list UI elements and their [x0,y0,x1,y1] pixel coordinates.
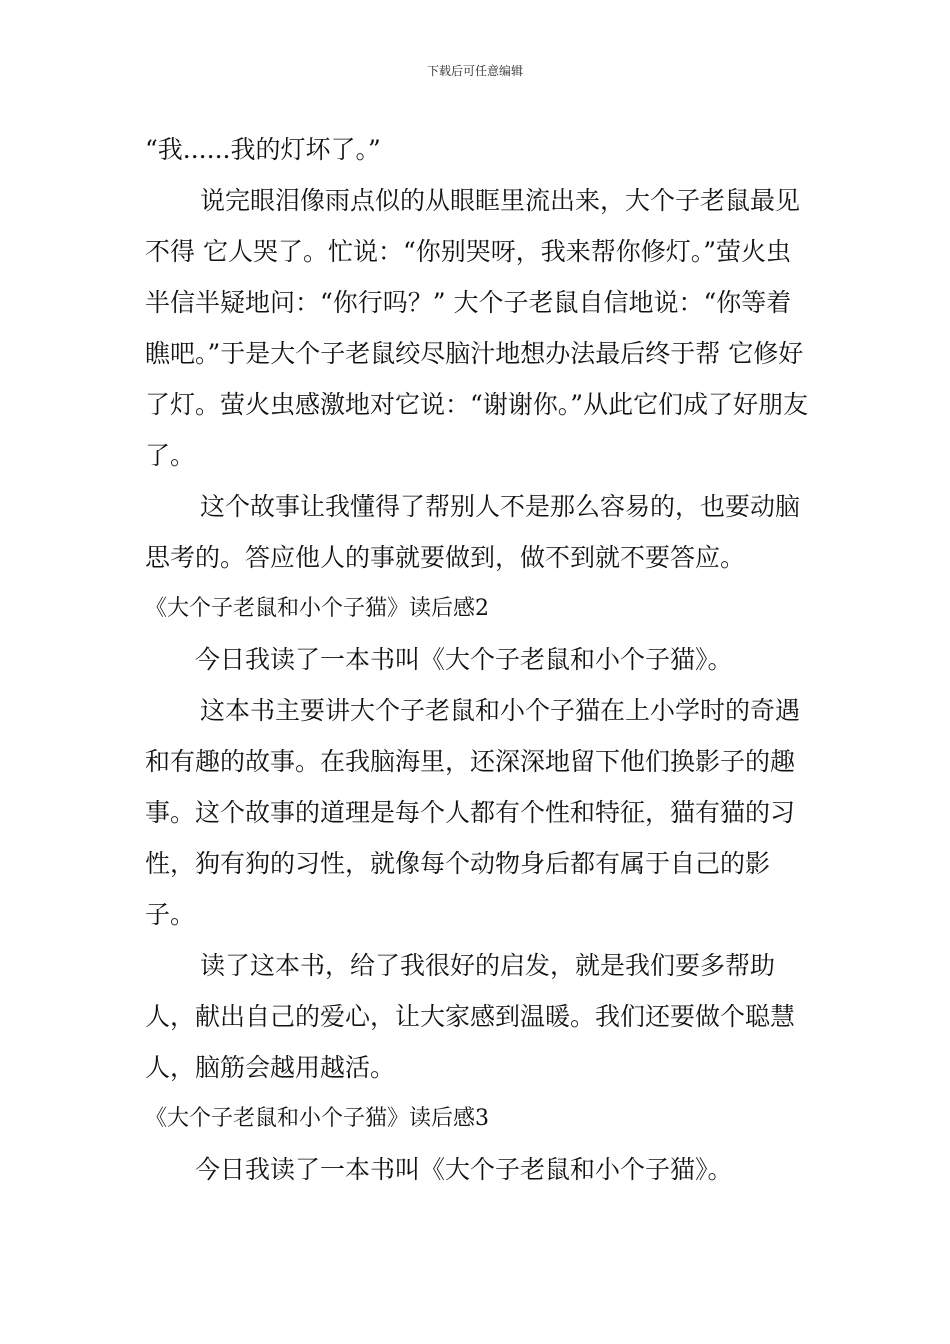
paragraph-3: 这个故事让我懂得了帮别人不是那么容易的，也要动脑思考的。答应他人的事就要做到，做不到就不要答应。 [145,492,801,572]
page-header: 下载后可任意编辑 [426,64,523,78]
paragraph-1: “我......我的灯坏了。” [145,135,381,164]
paragraph-4: 今日我读了一本书叫《大个子老鼠和小个子猫》。 [195,645,733,674]
section-heading-2: 《大个子老鼠和小个子猫》读后感2 [145,596,489,621]
paragraph-7: 今日我读了一本书叫《大个子老鼠和小个子猫》。 [195,1155,733,1184]
paragraph-5: 这本书主要讲大个子老鼠和小个子猫在上小学时的奇遇和有趣的故事。在我脑海里，还深深地留下他们换影子的趣事。这个故事的道理是每个人都有个性和特征，猫有猫的习性，狗有狗的习性，就像每个动物身后都有属于自己的影子。 [145,696,801,929]
document-body [145,124,810,1195]
paragraph-2: 说完眼泪像雨点似的从眼眶里流出来，大个子老鼠最见不得 它人哭了。忙说：“你别哭呀，我来帮你修灯。”萤火虫 半信半疑地问：“你行吗？” 大个子老鼠自信地说：“你等着瞧吧。”于是大个子老鼠绞尽脑汁地想办法最后终于帮 它修好了灯。萤火虫感激地对它说：“谢谢你。”从此它们成了好朋友了。 [145,186,809,470]
paragraph-6: 读了这本书，给了我很好的启发，就是我们要多帮助人，献出自己的爱心，让大家感到温暖。我们还要做个聪慧人，脑筋会越用越活。 [145,951,796,1082]
section-heading-3: 《大个子老鼠和小个子猫》读后感3 [145,1106,489,1131]
